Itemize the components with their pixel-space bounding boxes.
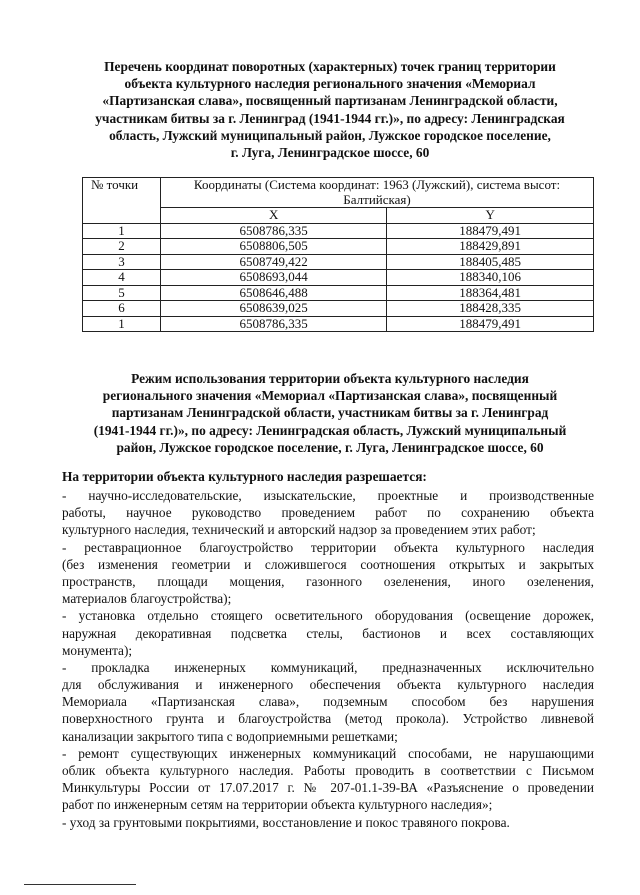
x-coordinate-cell: 6508806,505 [161, 239, 387, 255]
text-line: (без изменения геометрии и сложившегося соотношения открытых и закрытых [62, 556, 594, 572]
table-row [83, 270, 594, 286]
table-row [83, 239, 594, 255]
text-line: работы, научное руководство проведением работ по сохранению объекта [62, 505, 594, 521]
x-coordinate-cell: 6508786,335 [161, 223, 387, 239]
permitted-activities-heading: На территории объекта культурного наследия разрешается: [62, 469, 427, 484]
y-coordinate-cell: 188364,481 [387, 285, 594, 301]
y-coordinate-cell: 188429,891 [387, 239, 594, 255]
point-number-cell: 6 [83, 301, 161, 317]
usage-regime-title [60, 370, 600, 456]
text-line: канализации закрытого типа с водоприемными решетками; [62, 728, 398, 744]
text-line: монумента); [62, 642, 133, 658]
title-line: Режим использования территории объекта культурного наследия [131, 371, 529, 386]
point-number-header: № точки [83, 178, 161, 224]
x-column-header: X [161, 208, 387, 224]
coordinate-system-header: Координаты (Система координат: 1963 (Лужский), система высот: Балтийская) [161, 178, 594, 208]
coordinates-table [82, 177, 594, 332]
text-line: поверхностного грунта и благоустройства (метод прокола). Устройство ливневой [62, 711, 594, 727]
text-line: материалов благоустройства); [62, 591, 232, 607]
text-line: работ по инженерным сетям на территории объекта культурного наследия»; [62, 797, 493, 813]
x-coordinate-cell: 6508639,025 [161, 301, 387, 317]
text-line: - прокладка инженерных коммуникаций, предназначенных исключительно [62, 659, 594, 675]
point-number-cell: 1 [83, 316, 161, 332]
title-line: «Партизанская слава», посвященный партизанам Ленинградской области, [102, 93, 558, 109]
text-line: - реставрационное благоустройство территории объекта культурного наследия [62, 539, 594, 555]
y-coordinate-cell: 188340,106 [387, 270, 594, 286]
table-header-row [83, 178, 594, 208]
point-number-cell: 1 [83, 223, 161, 239]
y-column-header: Y [387, 208, 594, 224]
title-line: объекта культурного наследия регионального значения «Мемориал [124, 76, 536, 92]
text-line: Мемориала «Партизанская слава», подземным способом без нарушения [62, 694, 594, 710]
text-line: облик объекта культурного наследия. Работы проводить в соответствии с Письмом [62, 763, 594, 778]
x-coordinate-cell: 6508646,488 [161, 285, 387, 301]
permitted-activities-text [62, 487, 594, 831]
title-line: регионального значения «Мемориал «Партизанская слава», посвященный [102, 388, 558, 404]
x-coordinate-cell: 6508786,335 [161, 316, 387, 332]
coordinates-list-title [70, 58, 590, 161]
table-row [83, 301, 594, 317]
table-row [83, 254, 594, 270]
text-line: - установка отдельно стоящего осветительного оборудования (освещение дорожек, [62, 608, 594, 624]
x-coordinate-cell: 6508693,044 [161, 270, 387, 286]
text-line: пространств, площади мощения, газонного озеленения, иного озеленения, [62, 573, 594, 589]
point-number-cell: 4 [83, 270, 161, 286]
y-coordinate-cell: 188428,335 [387, 301, 594, 317]
text-line: наружная декоративная подсветка стелы, бастионов и всех составляющих [62, 625, 594, 641]
text-line: для обслуживания и инженерного обеспечения объекта культурного наследия [62, 677, 594, 693]
table-row [83, 316, 594, 332]
table-row [83, 223, 594, 239]
text-line: культурного наследия, технический и авторский надзор за проведением этих работ; [62, 522, 536, 538]
point-number-cell: 3 [83, 254, 161, 270]
y-coordinate-cell: 188405,485 [387, 254, 594, 270]
table-row [83, 285, 594, 301]
y-coordinate-cell: 188479,491 [387, 223, 594, 239]
title-line: Перечень координат поворотных (характерных) точек границ территории [104, 59, 556, 74]
text-line: - уход за грунтовыми покрытиями, восстановление и покос травяного покрова. [62, 814, 510, 830]
y-coordinate-cell: 188479,491 [387, 316, 594, 332]
text-line: - ремонт существующих инженерных коммуникаций способами, не нарушающими [62, 745, 594, 761]
title-line: г. Луга, Ленинградское шоссе, 60 [230, 145, 430, 161]
x-coordinate-cell: 6508749,422 [161, 254, 387, 270]
title-line: участникам битвы за г. Ленинград (1941-1944 гг.)», по адресу: Ленинградская [95, 110, 565, 126]
point-number-cell: 2 [83, 239, 161, 255]
text-line: - научно-исследовательские, изыскательские, проектные и производственные [62, 488, 594, 503]
footnote-separator [24, 884, 136, 885]
text-line: Минкультуры России от 17.07.2017 г. № 207-01.1-39-ВА «Разъяснение о проведении [62, 780, 594, 796]
title-line: (1941-1944 гг.)», по адресу: Ленинградская область, Лужский муниципальный [93, 422, 567, 438]
point-number-cell: 5 [83, 285, 161, 301]
title-line: область, Лужский муниципальный район, Лужское городское поселение, [109, 127, 551, 143]
title-line: партизанам Ленинградской области, участникам битвы за г. Ленинград [111, 405, 549, 421]
title-line: район, Лужское городское поселение, г. Луга, Ленинградское шоссе, 60 [116, 439, 544, 455]
